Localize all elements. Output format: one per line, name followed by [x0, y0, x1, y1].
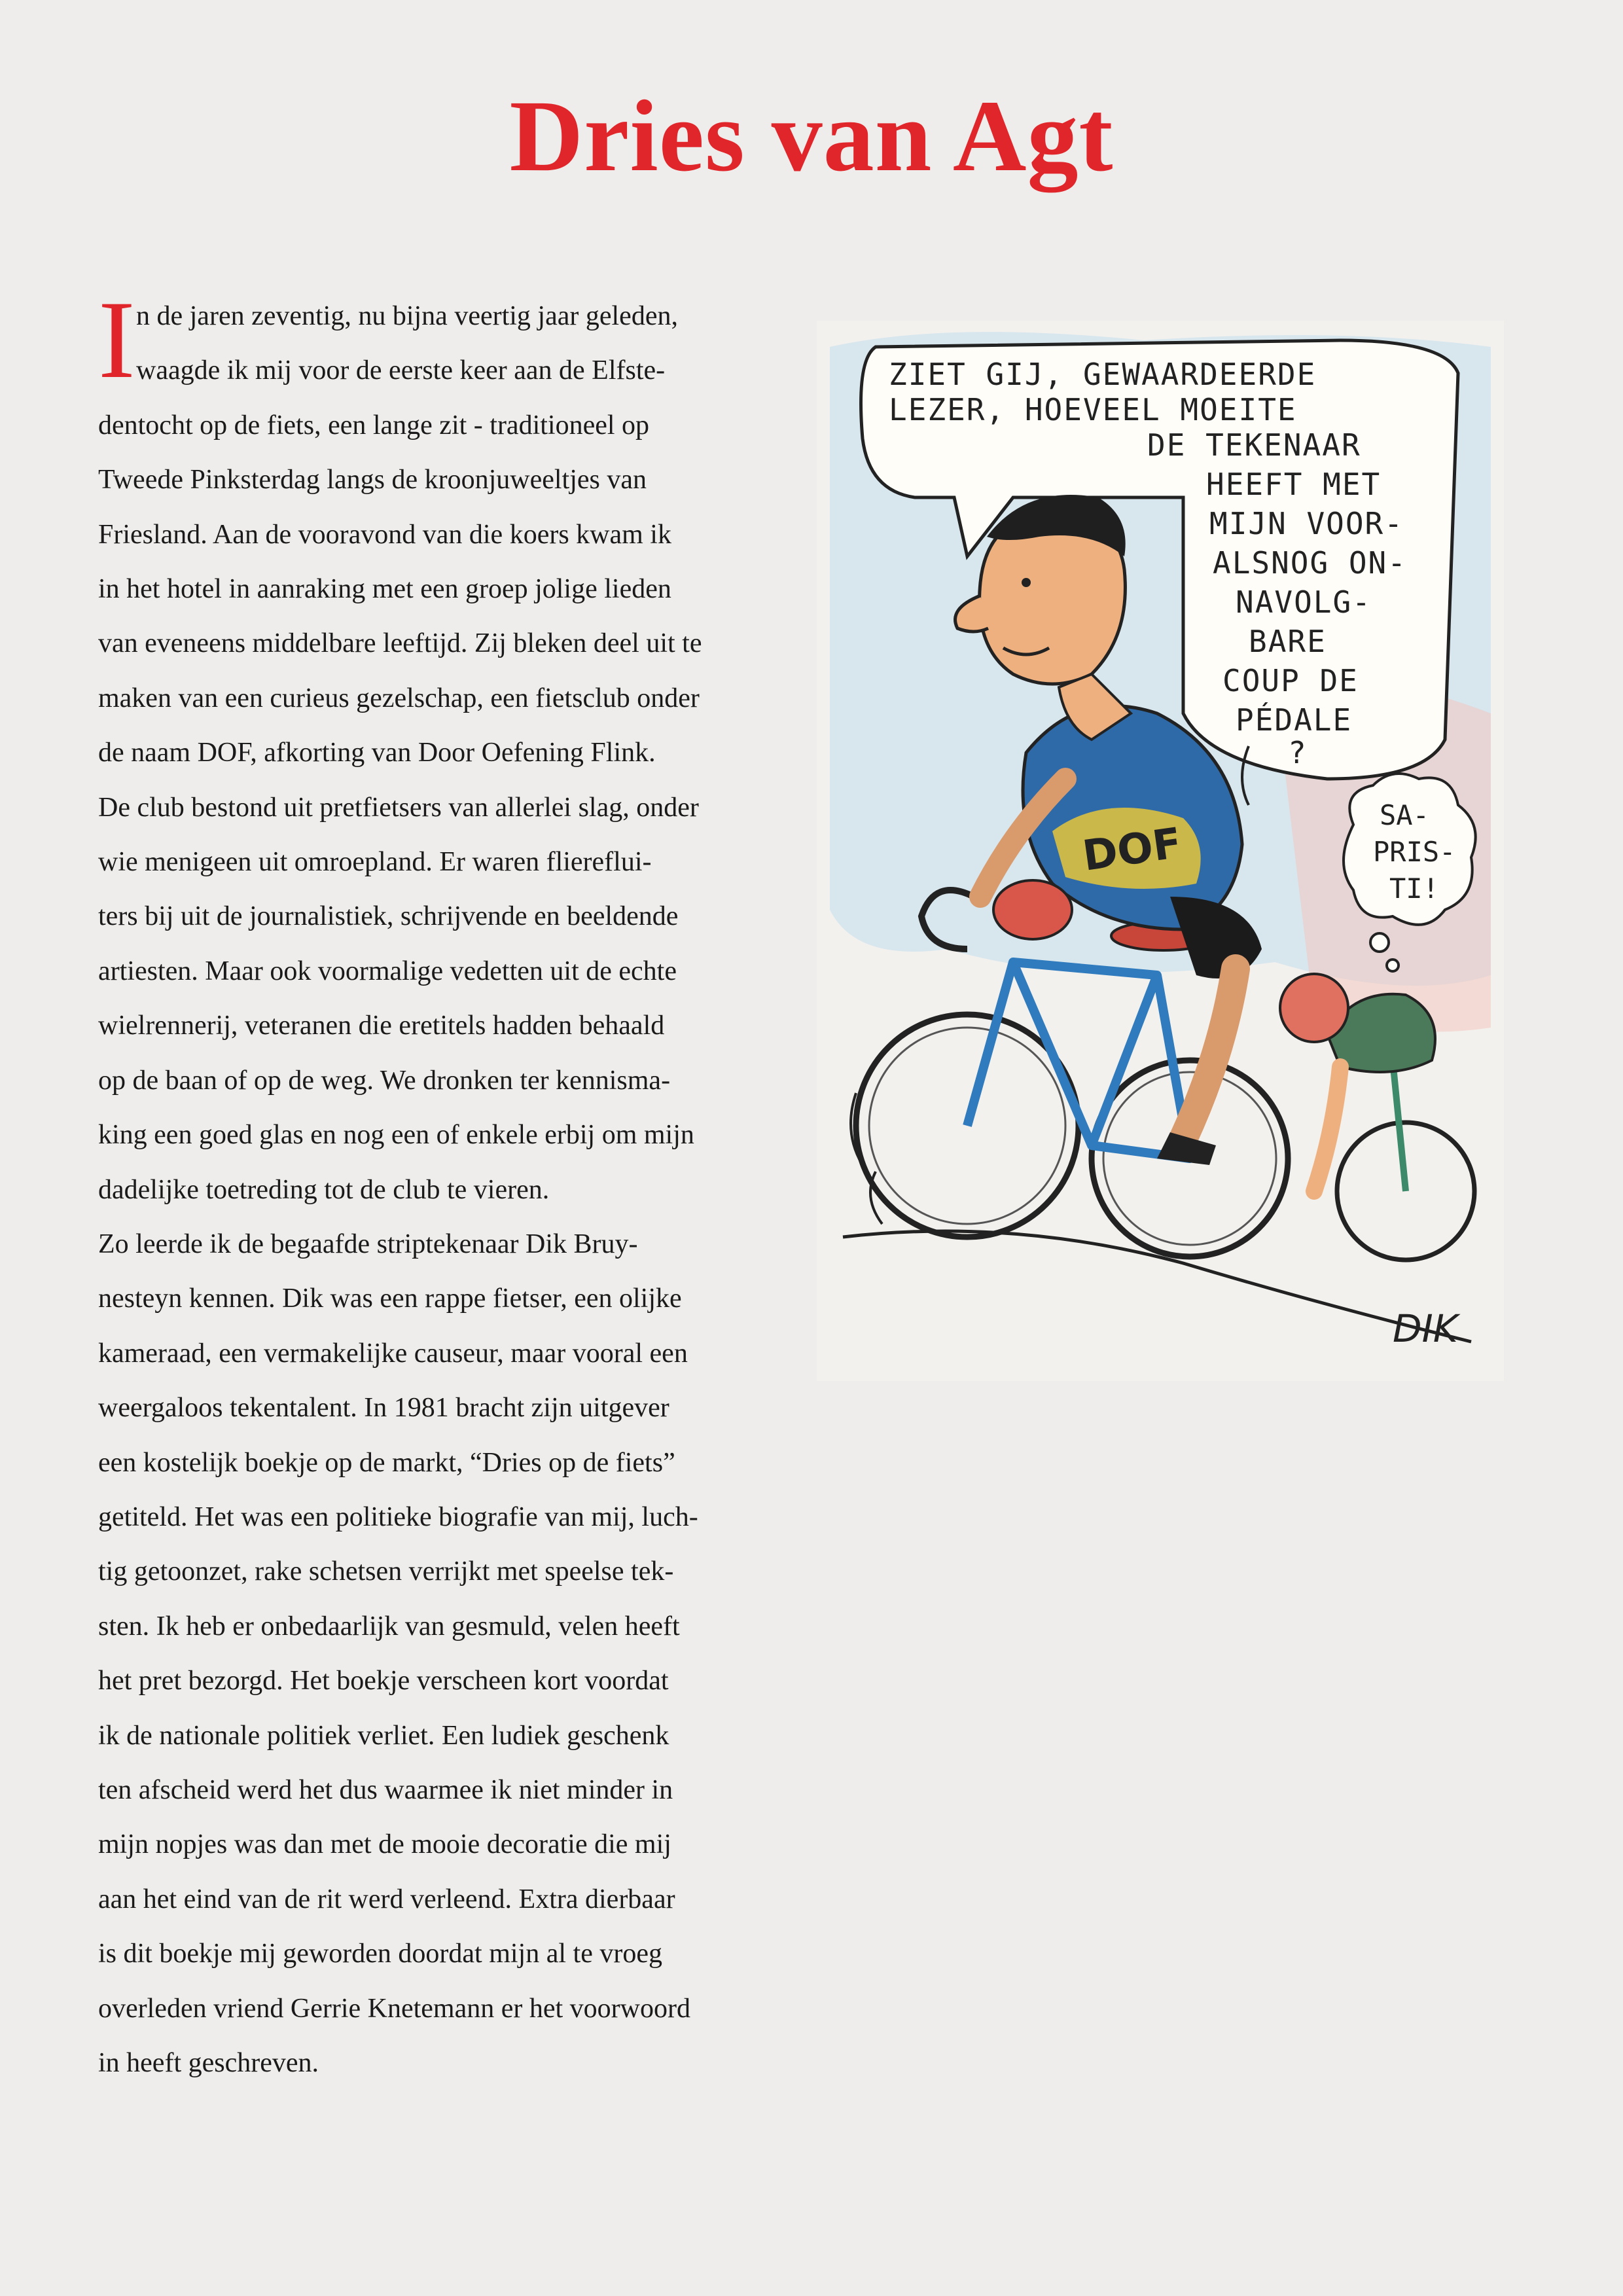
text-line: het pret bezorgd. Het boekje verscheen kort voordat [98, 1666, 669, 1696]
text-line: Tweede Pinksterdag langs de kroonjuweeltjes van [98, 465, 647, 495]
speech-text-line: ZIET GIJ, GEWAARDEERDE [889, 357, 1317, 392]
text-line: ters bij uit de journalistiek, schrijvende en beeldende [98, 901, 679, 932]
text-line: een kostelijk boekje op de markt, “Dries op de fiets” [98, 1447, 675, 1478]
speech-text-line: PÉDALE [1236, 702, 1353, 738]
text-line: ten afscheid werd het dus waarmee ik niet minder in [98, 1774, 673, 1805]
thought-dot [1370, 933, 1389, 952]
thought-text-line: TI! [1389, 872, 1439, 905]
thought-text-line: SA- [1380, 799, 1429, 831]
text-line: wie menigeen uit omroepland. Er waren fliereflui- [98, 847, 652, 878]
text-line: dadelijke toetreding tot de club te vieren. [98, 1174, 550, 1205]
text-line: Zo leerde ik de begaafde striptekenaar Dik Bruy- [98, 1229, 638, 1259]
artist-signature: DIK [1393, 1306, 1458, 1351]
text-line: op de baan of op de weg. We dronken ter kennisma- [98, 1065, 671, 1096]
thought-dot [1387, 960, 1399, 971]
speech-text-line: HEEFT MET [1206, 467, 1382, 502]
text-line: is dit boekje mij geworden doordat mijn al te vroeg [98, 1939, 662, 1969]
speech-text-line: DE TEKENAAR [1147, 427, 1361, 463]
cycling-cartoon [817, 321, 1504, 1381]
text-line: van eveneens middelbare leeftijd. Zij bleken deel uit te [98, 628, 702, 659]
thought-text-line: PRIS- [1373, 836, 1456, 868]
speech-text-line: ALSNOG ON- [1213, 545, 1407, 581]
text-line: maken van een curieus gezelschap, een fietsclub onder [98, 683, 700, 713]
speech-text-line: LEZER, HOEVEEL MOEITE [889, 392, 1297, 427]
text-line: Friesland. Aan de vooravond van die koers kwam ik [98, 519, 671, 550]
text-line: aan het eind van de rit werd verleend. Extra dierbaar [98, 1884, 675, 1914]
speech-text-line: BARE [1249, 624, 1327, 659]
text-line: kameraad, een vermakelijke causeur, maar vooral een [98, 1338, 688, 1369]
text-line: overleden vriend Gerrie Knetemann er het voorwoord [98, 1993, 690, 2024]
jersey-logo: DOF [1079, 819, 1185, 881]
second-rider-head [1280, 974, 1348, 1042]
rider-eye [1022, 578, 1031, 587]
text-line: ik de nationale politiek verliet. Een ludiek geschenk [98, 1720, 669, 1751]
speech-text-line: MIJN VOOR- [1209, 506, 1404, 541]
text-line: wielrennerij, veteranen die eretitels hadden behaald [98, 1011, 665, 1041]
text-line: waagde ik mij voor de eerste keer aan de Elfste- [136, 355, 666, 386]
text-line: mijn nopjes was dan met de mooie decoratie die mij [98, 1829, 671, 1860]
page-title: Dries van Agt [509, 79, 1114, 192]
text-line: nesteyn kennen. Dik was een rappe fietser, een olijke [98, 1283, 682, 1314]
text-line: artiesten. Maar ook voormalige vedetten uit de echte [98, 956, 677, 986]
text-line: weergaloos tekentalent. In 1981 bracht zijn uitgever [98, 1393, 669, 1424]
text-line: sten. Ik heb er onbedaarlijk van gesmuld, velen heeft [98, 1611, 680, 1641]
text-line: dentocht op de fiets, een lange zit - traditioneel op [98, 410, 650, 440]
text-line: de naam DOF, afkorting van Door Oefening Flink. [98, 738, 656, 768]
text-line: n de jaren zeventig, nu bijna veertig jaar geleden, [136, 301, 678, 331]
text-line: king een goed glas en nog een of enkele erbij om mijn [98, 1120, 694, 1151]
text-line: in heeft geschreven. [98, 2048, 319, 2078]
speech-text-line: NAVOLG- [1236, 584, 1372, 620]
cartoon-illustration [817, 321, 1504, 1381]
text-line: getiteld. Het was een politieke biografie van mij, luch- [98, 1501, 698, 1532]
article-body [98, 278, 792, 2090]
text-line: tig getoonzet, rake schetsen verrijkt met speelse tek- [98, 1556, 674, 1587]
rider-glove [993, 880, 1072, 939]
speech-text-line: ? [1288, 735, 1308, 770]
speech-text-line: COUP DE [1222, 663, 1359, 698]
drop-cap: I [98, 278, 135, 401]
text-line: in het hotel in aanraking met een groep jolige lieden [98, 574, 671, 605]
text-line: De club bestond uit pretfietsers van allerlei slag, onder [98, 792, 699, 823]
